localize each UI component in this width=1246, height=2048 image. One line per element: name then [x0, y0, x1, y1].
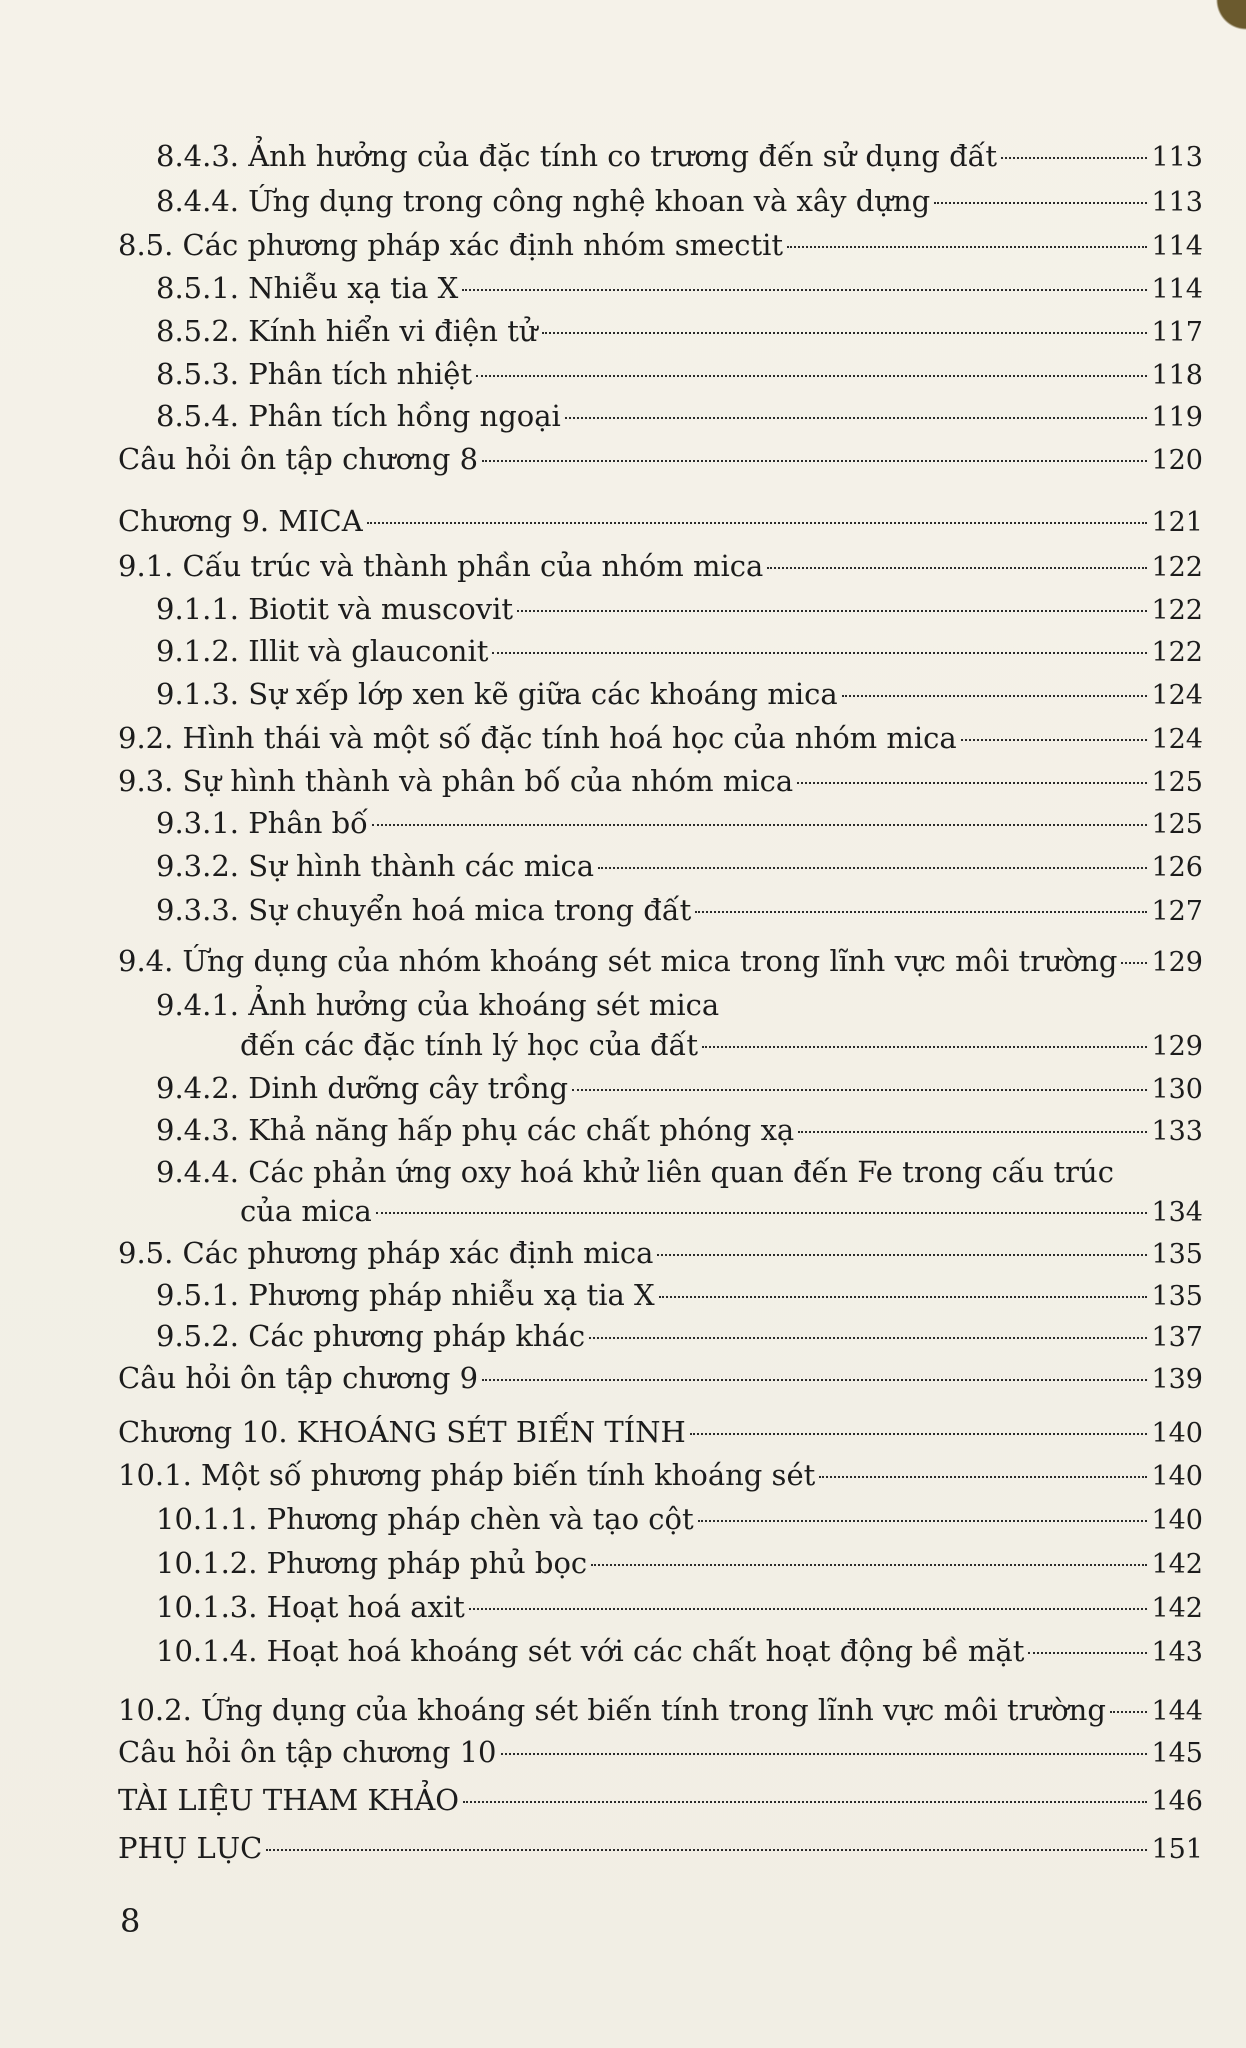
toc-entry-title: 8.4.3. Ảnh hưởng của đặc tính co trương đến sử dụng đất — [156, 139, 998, 173]
dot-leader — [819, 1476, 1147, 1478]
toc-entry — [156, 138, 1203, 176]
toc-entry-page: 114 — [1151, 231, 1203, 262]
dot-leader — [462, 289, 1147, 291]
toc-entry-title: 10.1.3. Hoạt hoá axit — [156, 1590, 465, 1624]
toc-entry — [156, 676, 1203, 714]
toc-entry — [118, 548, 1203, 586]
toc-entry-title: 9.4. Ứng dụng của nhóm khoáng sét mica trong lĩnh vực môi trường — [118, 944, 1118, 978]
toc-chapter-entry — [118, 1414, 1203, 1452]
toc-entry-title: 9.5.1. Phương pháp nhiễu xạ tia X — [156, 1278, 655, 1312]
toc-entry — [118, 1457, 1203, 1495]
toc-entry-page: 114 — [1151, 274, 1203, 305]
toc-entry-page: 127 — [1151, 896, 1203, 927]
toc-entry-page: 129 — [1151, 1031, 1203, 1062]
dot-leader — [492, 652, 1147, 654]
toc-entry-title: 10.1. Một số phương pháp biến tính khoáng sét — [118, 1458, 816, 1492]
toc-entry — [118, 763, 1203, 801]
toc-entry — [156, 1112, 1203, 1150]
toc-entry — [156, 1318, 1203, 1356]
dot-leader — [501, 1753, 1148, 1755]
toc-entry-title: 9.1.2. Illit và glauconit — [156, 634, 489, 668]
dot-leader — [482, 1379, 1147, 1381]
dot-leader — [482, 460, 1147, 462]
toc-entry-page: 143 — [1151, 1637, 1203, 1668]
toc-entry — [156, 356, 1203, 394]
toc-entry-title: 8.5.1. Nhiễu xạ tia X — [156, 271, 459, 305]
toc-entry-first-line: 9.4.1. Ảnh hưởng của khoáng sét mica — [156, 988, 720, 1022]
toc-entry-title: đến các đặc tính lý học của đất — [240, 1028, 698, 1062]
toc-entry-title: 9.3.1. Phân bố — [156, 806, 368, 840]
dot-leader — [690, 1433, 1148, 1435]
toc-entry-page: 134 — [1151, 1197, 1203, 1228]
toc-entry-title: 9.5.2. Các phương pháp khác — [156, 1319, 586, 1353]
toc-entry — [118, 227, 1203, 265]
toc-entry-page: 140 — [1151, 1505, 1203, 1536]
toc-entry-page: 120 — [1151, 445, 1203, 476]
toc-entry-page: 140 — [1151, 1418, 1203, 1449]
dot-leader — [1001, 157, 1147, 159]
dot-leader — [797, 782, 1147, 784]
toc-entry-page: 122 — [1151, 637, 1203, 668]
toc-entry-title: 8.5. Các phương pháp xác định nhóm smectit — [118, 228, 784, 262]
toc-entry-title: 9.2. Hình thái và một số đặc tính hoá học của nhóm mica — [118, 721, 957, 755]
toc-entry-page: 139 — [1151, 1364, 1203, 1395]
toc-entry-title: 10.2. Ứng dụng của khoáng sét biến tính trong lĩnh vực môi trường — [118, 1693, 1106, 1727]
toc-entry-title: 9.4.3. Khả năng hấp phụ các chất phóng xạ — [156, 1113, 795, 1147]
dot-leader — [589, 1337, 1147, 1339]
toc-entry — [156, 892, 1203, 930]
toc-entry-title: 9.1.3. Sự xếp lớp xen kẽ giữa các khoáng mica — [156, 677, 838, 711]
toc-entry-title: 9.5. Các phương pháp xác định mica — [118, 1236, 654, 1270]
toc-entry-page: 122 — [1151, 552, 1203, 583]
dot-leader — [787, 246, 1147, 248]
dot-leader — [565, 417, 1148, 419]
toc-entry-title: Chương 9. MICA — [118, 504, 363, 538]
dot-leader — [1110, 1711, 1148, 1713]
toc-entry-page: 113 — [1151, 187, 1203, 218]
toc-entry-title: 9.3.3. Sự chuyển hoá mica trong đất — [156, 893, 692, 927]
toc-entry-page: 133 — [1151, 1116, 1203, 1147]
toc-entry-page: 135 — [1151, 1239, 1203, 1270]
dot-leader — [657, 1254, 1147, 1256]
dot-leader — [591, 1564, 1147, 1566]
toc-entry-continued — [240, 1027, 1203, 1065]
toc-entry-title: Chương 10. KHOÁNG SÉT BIẾN TÍNH — [118, 1415, 686, 1449]
toc-entry — [118, 1360, 1203, 1398]
dot-leader — [372, 824, 1148, 826]
toc-entry — [156, 805, 1203, 843]
toc-entry-title: 10.1.2. Phương pháp phủ bọc — [156, 1546, 588, 1580]
toc-entry-page: 126 — [1151, 852, 1203, 883]
toc-entry-title: 10.1.4. Hoạt hoá khoáng sét với các chất hoạt động bề mặt — [156, 1634, 1025, 1668]
toc-entry — [118, 720, 1203, 758]
toc-entry-page: 130 — [1151, 1074, 1203, 1105]
dot-leader — [1121, 962, 1147, 964]
toc-entry-title: 10.1.1. Phương pháp chèn và tạo cột — [156, 1502, 694, 1536]
toc-entry-page: 119 — [1151, 402, 1203, 433]
toc-entry — [118, 1235, 1203, 1273]
dot-leader — [1028, 1652, 1147, 1654]
dot-leader — [598, 867, 1147, 869]
toc-entry-title: 9.3.2. Sự hình thành các mica — [156, 849, 595, 883]
toc-entry-title: 9.1.1. Biotit và muscovit — [156, 592, 514, 626]
dot-leader — [695, 911, 1147, 913]
toc-entry — [156, 1501, 1203, 1539]
toc-entry — [118, 1782, 1203, 1820]
toc-entry — [156, 1277, 1203, 1315]
toc-entry-page: 118 — [1151, 360, 1203, 391]
toc-entry-page: 151 — [1151, 1834, 1203, 1865]
toc-entry — [156, 1589, 1203, 1627]
dot-leader — [767, 567, 1147, 569]
toc-entry-title: 8.5.2. Kính hiển vi điện tử — [156, 314, 538, 348]
dot-leader — [376, 1212, 1148, 1214]
toc-entry — [156, 270, 1203, 308]
toc-entry-page: 140 — [1151, 1461, 1203, 1492]
page-number: 8 — [120, 1902, 141, 1940]
toc-entry — [118, 943, 1203, 981]
toc-entry-title: Câu hỏi ôn tập chương 8 — [118, 442, 479, 476]
toc-entry-title: 8.5.4. Phân tích hồng ngoại — [156, 399, 561, 433]
toc-entry — [156, 1545, 1203, 1583]
dot-leader — [266, 1849, 1147, 1851]
toc-entry-first-line: 9.4.4. Các phản ứng oxy hoá khử liên quan đến Fe trong cấu trúc — [156, 1155, 1114, 1189]
toc-entry — [118, 1692, 1203, 1730]
toc-entry-page: 145 — [1151, 1738, 1203, 1769]
toc-entry — [156, 313, 1203, 351]
toc-entry-title: 8.5.3. Phân tích nhiệt — [156, 357, 473, 391]
toc-entry-title: 9.3. Sự hình thành và phân bố của nhóm mica — [118, 764, 794, 798]
toc-entry-title: Câu hỏi ôn tập chương 10 — [118, 1735, 497, 1769]
toc-entry-page: 146 — [1151, 1786, 1203, 1817]
toc-entry-page: 113 — [1151, 142, 1203, 173]
toc-entry-page: 125 — [1151, 809, 1203, 840]
dot-leader — [961, 739, 1148, 741]
toc-entry — [156, 1070, 1203, 1108]
toc-entry-page: 129 — [1151, 947, 1203, 978]
dot-leader — [934, 202, 1147, 204]
toc-entry-page: 124 — [1151, 724, 1203, 755]
dot-leader — [367, 522, 1148, 524]
toc-entry-continued — [240, 1193, 1203, 1231]
toc-entry — [118, 1830, 1203, 1868]
toc-entry-title: 8.4.4. Ứng dụng trong công nghệ khoan và xây dựng — [156, 184, 931, 218]
toc-entry-title: 9.4.2. Dinh dưỡng cây trồng — [156, 1071, 569, 1105]
toc-entry-page: 142 — [1151, 1593, 1203, 1624]
toc-entry-page: 135 — [1151, 1281, 1203, 1312]
toc-entry-title: 9.1. Cấu trúc và thành phần của nhóm mica — [118, 549, 764, 583]
dot-leader — [469, 1608, 1148, 1610]
toc-entry-page: 144 — [1151, 1696, 1203, 1727]
toc-entry-page: 117 — [1151, 317, 1203, 348]
toc-entry-page: 122 — [1151, 595, 1203, 626]
dot-leader — [476, 375, 1147, 377]
toc-entry-page: 124 — [1151, 680, 1203, 711]
toc-entry-page: 125 — [1151, 767, 1203, 798]
toc-entry — [156, 591, 1203, 629]
toc-entry-title: của mica — [240, 1194, 372, 1228]
toc-entry — [156, 183, 1203, 221]
dot-leader — [842, 695, 1148, 697]
toc-entry-title: Câu hỏi ôn tập chương 9 — [118, 1361, 479, 1395]
dot-leader — [572, 1089, 1147, 1091]
dot-leader — [517, 610, 1147, 612]
toc-chapter-entry — [118, 503, 1203, 541]
dot-leader — [659, 1296, 1148, 1298]
toc-entry-title: PHỤ LỤC — [118, 1831, 263, 1865]
toc-entry-title: TÀI LIỆU THAM KHẢO — [118, 1783, 460, 1817]
toc-entry — [156, 848, 1203, 886]
toc-entry-page: 137 — [1151, 1322, 1203, 1353]
dot-leader — [798, 1131, 1147, 1133]
toc-entry-page: 142 — [1151, 1549, 1203, 1580]
dot-leader — [463, 1801, 1147, 1803]
toc-entry — [156, 1633, 1203, 1671]
toc-entry — [156, 398, 1203, 436]
dot-leader — [542, 332, 1148, 334]
dot-leader — [702, 1046, 1147, 1048]
toc-entry — [118, 1734, 1203, 1772]
toc-entry-page: 121 — [1151, 507, 1203, 538]
dot-leader — [698, 1520, 1148, 1522]
toc-entry — [118, 441, 1203, 479]
toc-entry — [156, 633, 1203, 671]
